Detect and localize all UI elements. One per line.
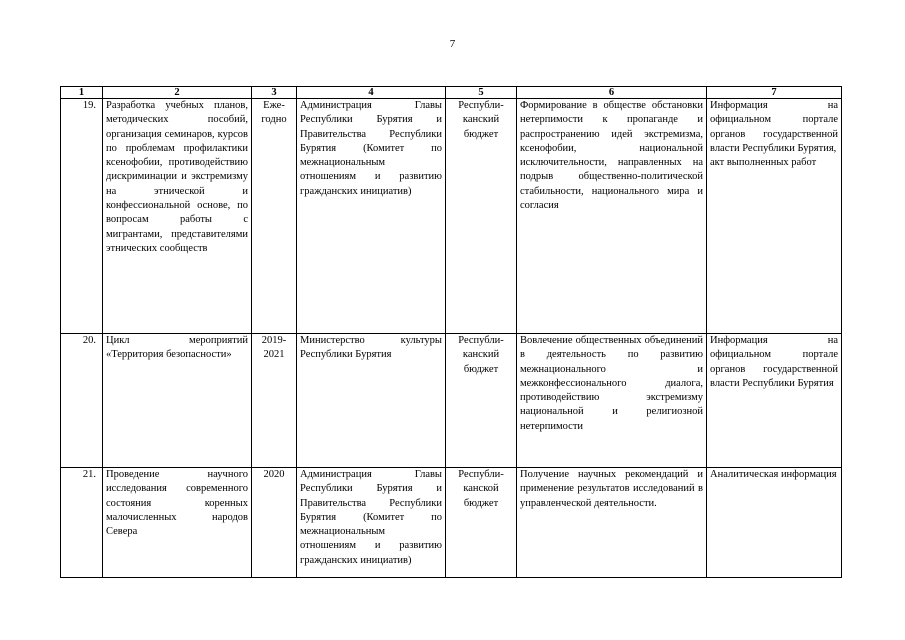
period-cell: Еже- годно <box>252 99 297 334</box>
period-cell: 2020 <box>252 468 297 578</box>
report-cell: Информация на официальном портале органов государственной власти Республики Бурятия <box>707 334 842 468</box>
table-header-row <box>61 87 842 99</box>
result-cell: Вовлечение общественных объединений в деятельность по развитию межнационального и межконфессионального диалога, противодействию экстремизму национальной и религиозной нетерпимости <box>517 334 707 468</box>
row-number: 20. <box>61 334 103 468</box>
table-row <box>61 468 842 578</box>
report-cell: Информация на официальном портале органов государственной власти Республики Бурятия, акт выполненных работ <box>707 99 842 334</box>
funding-cell: Республи- канский бюджет <box>446 99 517 334</box>
column-header: 6 <box>517 87 707 99</box>
funding-cell: Республи- канский бюджет <box>446 334 517 468</box>
activity-cell: Проведение научного исследования современного состояния коренных малочисленных народов Севера <box>103 468 252 578</box>
column-header: 7 <box>707 87 842 99</box>
table-row <box>61 99 842 334</box>
row-number: 21. <box>61 468 103 578</box>
column-header: 3 <box>252 87 297 99</box>
result-cell: Получение научных рекомендаций и применение результатов исследований в управленческой деятельности. <box>517 468 707 578</box>
column-header: 4 <box>297 87 446 99</box>
activity-cell: Цикл мероприятий «Территория безопасности» <box>103 334 252 468</box>
funding-cell: Республи- канской бюджет <box>446 468 517 578</box>
page-number: 7 <box>449 38 456 50</box>
activity-cell: Разработка учебных планов, методических пособий, организация семинаров, курсов по проблемам профилактики ксенофобии, противодействию дискриминации и экстремизму на этнической и конфессиональной основе, по вопросам работы с мигрантами, представителями этнических сообществ <box>103 99 252 334</box>
column-header: 5 <box>446 87 517 99</box>
measures-table <box>60 86 842 578</box>
executor-cell: Администрация Главы Республики Бурятия и Правительства Республики Бурятия (Комитет по межнациональным отношениям и развитию гражданских инициатив) <box>297 99 446 334</box>
table-row <box>61 334 842 468</box>
result-cell: Формирование в обществе обстановки нетерпимости к пропаганде и распространению идей экстремизма, ксенофобии, национальной исключительности, направленных на подрыв общественно-политической стабильности, национального мира и согласия <box>517 99 707 334</box>
column-header: 2 <box>103 87 252 99</box>
row-number: 19. <box>61 99 103 334</box>
executor-cell: Администрация Главы Республики Бурятия и Правительства Республики Бурятия (Комитет по межнациональным отношениям и развитию гражданских инициатив) <box>297 468 446 578</box>
period-cell: 2019- 2021 <box>252 334 297 468</box>
executor-cell: Министерство культуры Республики Бурятия <box>297 334 446 468</box>
report-cell: Аналитическая информация <box>707 468 842 578</box>
column-header: 1 <box>61 87 103 99</box>
